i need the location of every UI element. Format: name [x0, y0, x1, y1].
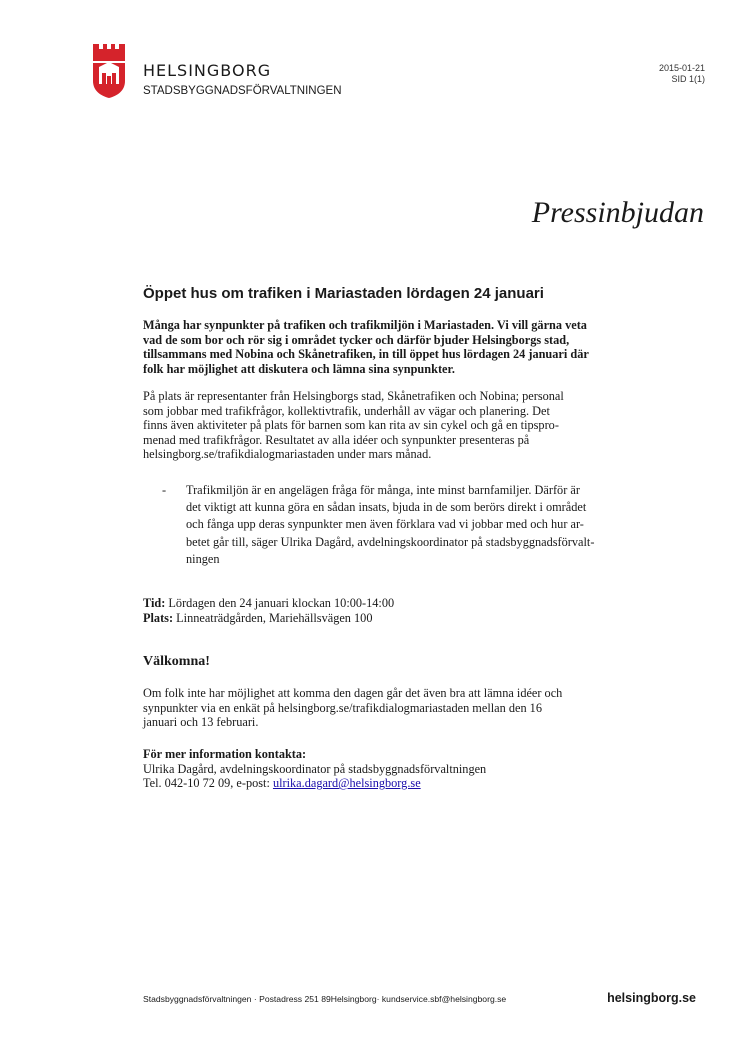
paragraph-line: januari och 13 februari.	[143, 715, 259, 730]
footer-site: helsingborg.se	[607, 991, 696, 1005]
contact-phone: Tel. 042-10 72 09, e-post:	[143, 776, 273, 791]
intro-line: Många har synpunkter på trafiken och trafikmiljön i Mariastaden. Vi vill gärna veta	[143, 318, 587, 332]
intro-line: vad de som bor och rör sig i området tycker och därför bjuder Helsingborgs stad,	[143, 332, 570, 347]
document-type: Pressinbjudan	[531, 196, 704, 229]
department-name: STADSBYGGNADSFÖRVALTNINGEN	[143, 85, 342, 97]
document-date: 2015-01-21	[658, 63, 705, 73]
quote-line: ningen	[186, 551, 220, 566]
intro-paragraph	[143, 318, 623, 376]
quote-line: betet går till, säger Ulrika Dagård, avdelningskoordinator på stadsbyggnadsförvalt-	[186, 534, 595, 549]
quote-text	[186, 482, 594, 568]
paragraph-line: menad med trafikfrågor. Resultatet av alla idéer och synpunkter presenteras på	[143, 432, 530, 447]
brand-name: HELSINGBORG	[143, 61, 272, 80]
time-value: Lördagen den 24 januari klockan 10:00-14:00	[165, 596, 395, 610]
body-paragraph-1	[143, 389, 623, 462]
contact-person: Ulrika Dagård, avdelningskoordinator på stadsbyggnadsförvaltningen	[143, 761, 487, 776]
quote-line: Trafikmiljön är en angelägen fråga för många, inte minst barnfamiljer. Därför är	[186, 483, 580, 497]
body-paragraph-2	[143, 686, 623, 730]
welcome-heading: Välkomna!	[143, 654, 210, 669]
place-value: Linneaträdgården, Mariehällsvägen 100	[173, 610, 373, 625]
paragraph-line: synpunkter via en enkät på helsingborg.se/trafikdialogmariastaden mellan den 16	[143, 700, 542, 715]
intro-line: folk har möjlighet att diskutera och lämna sina synpunkter.	[143, 361, 455, 376]
event-place	[143, 611, 623, 626]
paragraph-line: helsingborg.se/trafikdialogmariastaden under mars månad.	[143, 447, 432, 462]
event-time	[143, 596, 623, 611]
quote-line: och fånga upp deras synpunkter men även förklara vad vi jobbar med och hur ar-	[186, 517, 584, 532]
place-label: Plats:	[143, 610, 174, 625]
paragraph-line: finns även aktiviteter på plats för barnen som kan rita av sin cykel och gå en tipspro-	[143, 418, 559, 433]
page-number: SID 1(1)	[671, 74, 705, 84]
headline: Öppet hus om trafiken i Mariastaden lördagen 24 januari	[143, 285, 544, 302]
city-crest-icon	[92, 43, 126, 99]
event-info	[143, 596, 623, 625]
bullet-dash: -	[162, 483, 167, 497]
time-label: Tid:	[143, 596, 166, 610]
intro-line: tillsammans med Nobina och Skånetrafiken, in till öppet hus lördagen 24 januari där	[143, 347, 589, 362]
contact-email-link[interactable]: ulrika.dagard@helsingborg.se	[272, 776, 421, 791]
contact-heading-text: För mer information kontakta:	[143, 747, 307, 761]
paragraph-line: Om folk inte har möjlighet att komma den dagen går det även bra att lämna idéer och	[143, 686, 563, 700]
quote-line: det viktigt att kunna göra en sådan insats, bjuda in de som berörs direkt i området	[186, 500, 587, 515]
footer-address: Stadsbyggnadsförvaltningen · Postadress 251 89Helsingborg· kundservice.sbf@helsingborg.se	[143, 994, 507, 1004]
document-date-block	[659, 63, 705, 85]
paragraph-line: som jobbar med trafikfrågor, kollektivtrafik, underhåll av vägar och planering. Det	[143, 403, 550, 418]
contact-phone-email	[143, 776, 623, 791]
contact-heading	[143, 747, 623, 762]
paragraph-line: På plats är representanter från Helsingborgs stad, Skånetrafiken och Nobina; personal	[143, 389, 564, 403]
contact-block	[143, 747, 623, 791]
